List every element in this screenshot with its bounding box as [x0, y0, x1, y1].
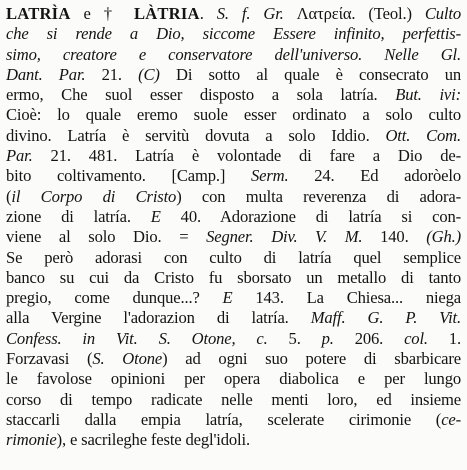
- italic-text: p.: [321, 328, 334, 348]
- body-text: staccarli dalla empia latría, scelerate cirimonie (: [6, 409, 442, 429]
- entry-line: [6, 369, 461, 389]
- entry-line: [6, 349, 461, 369]
- italic-text: che si rende a Dio, siccome Essere infinito, perfettis-: [6, 24, 461, 44]
- entry-line: [6, 126, 461, 146]
- body-text: ) ad ogni suo potere di sbarbicare: [162, 349, 461, 369]
- italic-text: (Gh.): [426, 227, 461, 247]
- italic-text: E: [222, 288, 233, 308]
- body-text: viene al solo Dio. =: [6, 227, 207, 247]
- body-text: e †: [70, 4, 134, 23]
- entry-line: [6, 329, 461, 349]
- italic-text: (C): [138, 64, 160, 84]
- italic-text: Dant. Par.: [6, 64, 86, 84]
- body-text: Forzavasi (: [6, 349, 93, 369]
- body-text: 21.: [85, 64, 139, 84]
- body-text: 140.: [362, 227, 427, 247]
- headword: LÀTRIA: [133, 4, 200, 23]
- italic-text: But. ivi:: [395, 85, 461, 105]
- entry-line: [6, 4, 461, 24]
- body-text: ermo, Che suol esser disposto a sola latría.: [6, 85, 396, 105]
- body-text: 143. La Chiesa... niega: [232, 288, 461, 308]
- body-text: Di sotto al quale è consecrato un: [159, 64, 461, 84]
- body-text: divino. Latría è servitù dovuta a solo Iddio.: [6, 125, 386, 145]
- body-text: Cioè: lo quale eremo suole esser ordinato a solo culto: [6, 105, 461, 125]
- italic-text: Culto: [424, 4, 461, 23]
- italic-text: ce-: [441, 409, 461, 429]
- italic-text: il Corpo di Cristo: [11, 186, 177, 206]
- entry-line: [6, 187, 461, 207]
- body-text: (: [6, 186, 12, 206]
- italic-text: Confess. in Vit. S. Otone, c.: [6, 328, 268, 348]
- body-text: Λατρεία. (Teol.): [283, 4, 425, 23]
- body-text: .: [199, 4, 217, 23]
- entry-line: [6, 105, 461, 125]
- entry-line: [6, 85, 461, 105]
- entry-line: [6, 166, 461, 186]
- entry-line: [6, 248, 461, 268]
- italic-text: col.: [404, 328, 428, 348]
- entry-line: [6, 227, 461, 247]
- italic-text: S. Otone: [92, 349, 163, 369]
- entry-line: [6, 410, 461, 430]
- entry-line: [6, 207, 461, 227]
- body-text: 21. 481. Latría è volontade di fare a Dio de-: [32, 146, 461, 166]
- body-text: ) con multa reverenza di adora-: [176, 186, 461, 206]
- italic-text: S. f. Gr.: [216, 4, 284, 23]
- italic-text: simo, creatore e conservatore dell'universo. Nelle Gl.: [6, 44, 461, 64]
- body-text: le favolose opinioni per opera diabolica e per lungo: [6, 369, 461, 389]
- body-text: alla Vergine l'adorazion di latría.: [6, 308, 311, 328]
- body-text: corso di tempo radicate nelle menti loro, ed insieme: [6, 389, 461, 409]
- body-text: 24. Ed adoròelo: [288, 166, 461, 186]
- italic-text: Segner. Div. V. M.: [206, 227, 363, 247]
- italic-text: Maff. G. P. Vit.: [310, 308, 461, 328]
- entry-line: [6, 268, 461, 288]
- body-text: ), e sacrileghe feste degl'idoli.: [56, 430, 250, 450]
- entry-line: [6, 65, 461, 85]
- headword: LATRÌA: [6, 4, 71, 23]
- body-text: pregio, come dunque...?: [6, 288, 223, 308]
- italic-text: Ott. Com.: [385, 125, 461, 145]
- entry-line: [6, 390, 461, 410]
- entry-line: [6, 45, 461, 65]
- body-text: 5.: [267, 328, 322, 348]
- body-text: bito coltivamento. [Camp.]: [6, 166, 252, 186]
- body-text: 206.: [333, 328, 405, 348]
- italic-text: E: [150, 206, 161, 226]
- entry-line: [6, 308, 461, 328]
- body-text: 40. Adorazione di latría si con-: [160, 206, 461, 226]
- entry-line: [6, 288, 461, 308]
- entry-line: [6, 24, 461, 44]
- entry-line: [6, 146, 461, 166]
- body-text: banco su cui da Cristo fu sborsato un metallo di tanto: [6, 267, 461, 287]
- italic-text: Par.: [6, 146, 33, 166]
- body-text: Se però adorasi con culto di latría quel semplice: [6, 247, 461, 267]
- body-text: zione di latría.: [6, 206, 151, 226]
- entry-line: [6, 430, 461, 450]
- italic-text: Serm.: [251, 166, 289, 186]
- body-text: 1.: [427, 328, 461, 348]
- italic-text: rimonie: [6, 430, 57, 450]
